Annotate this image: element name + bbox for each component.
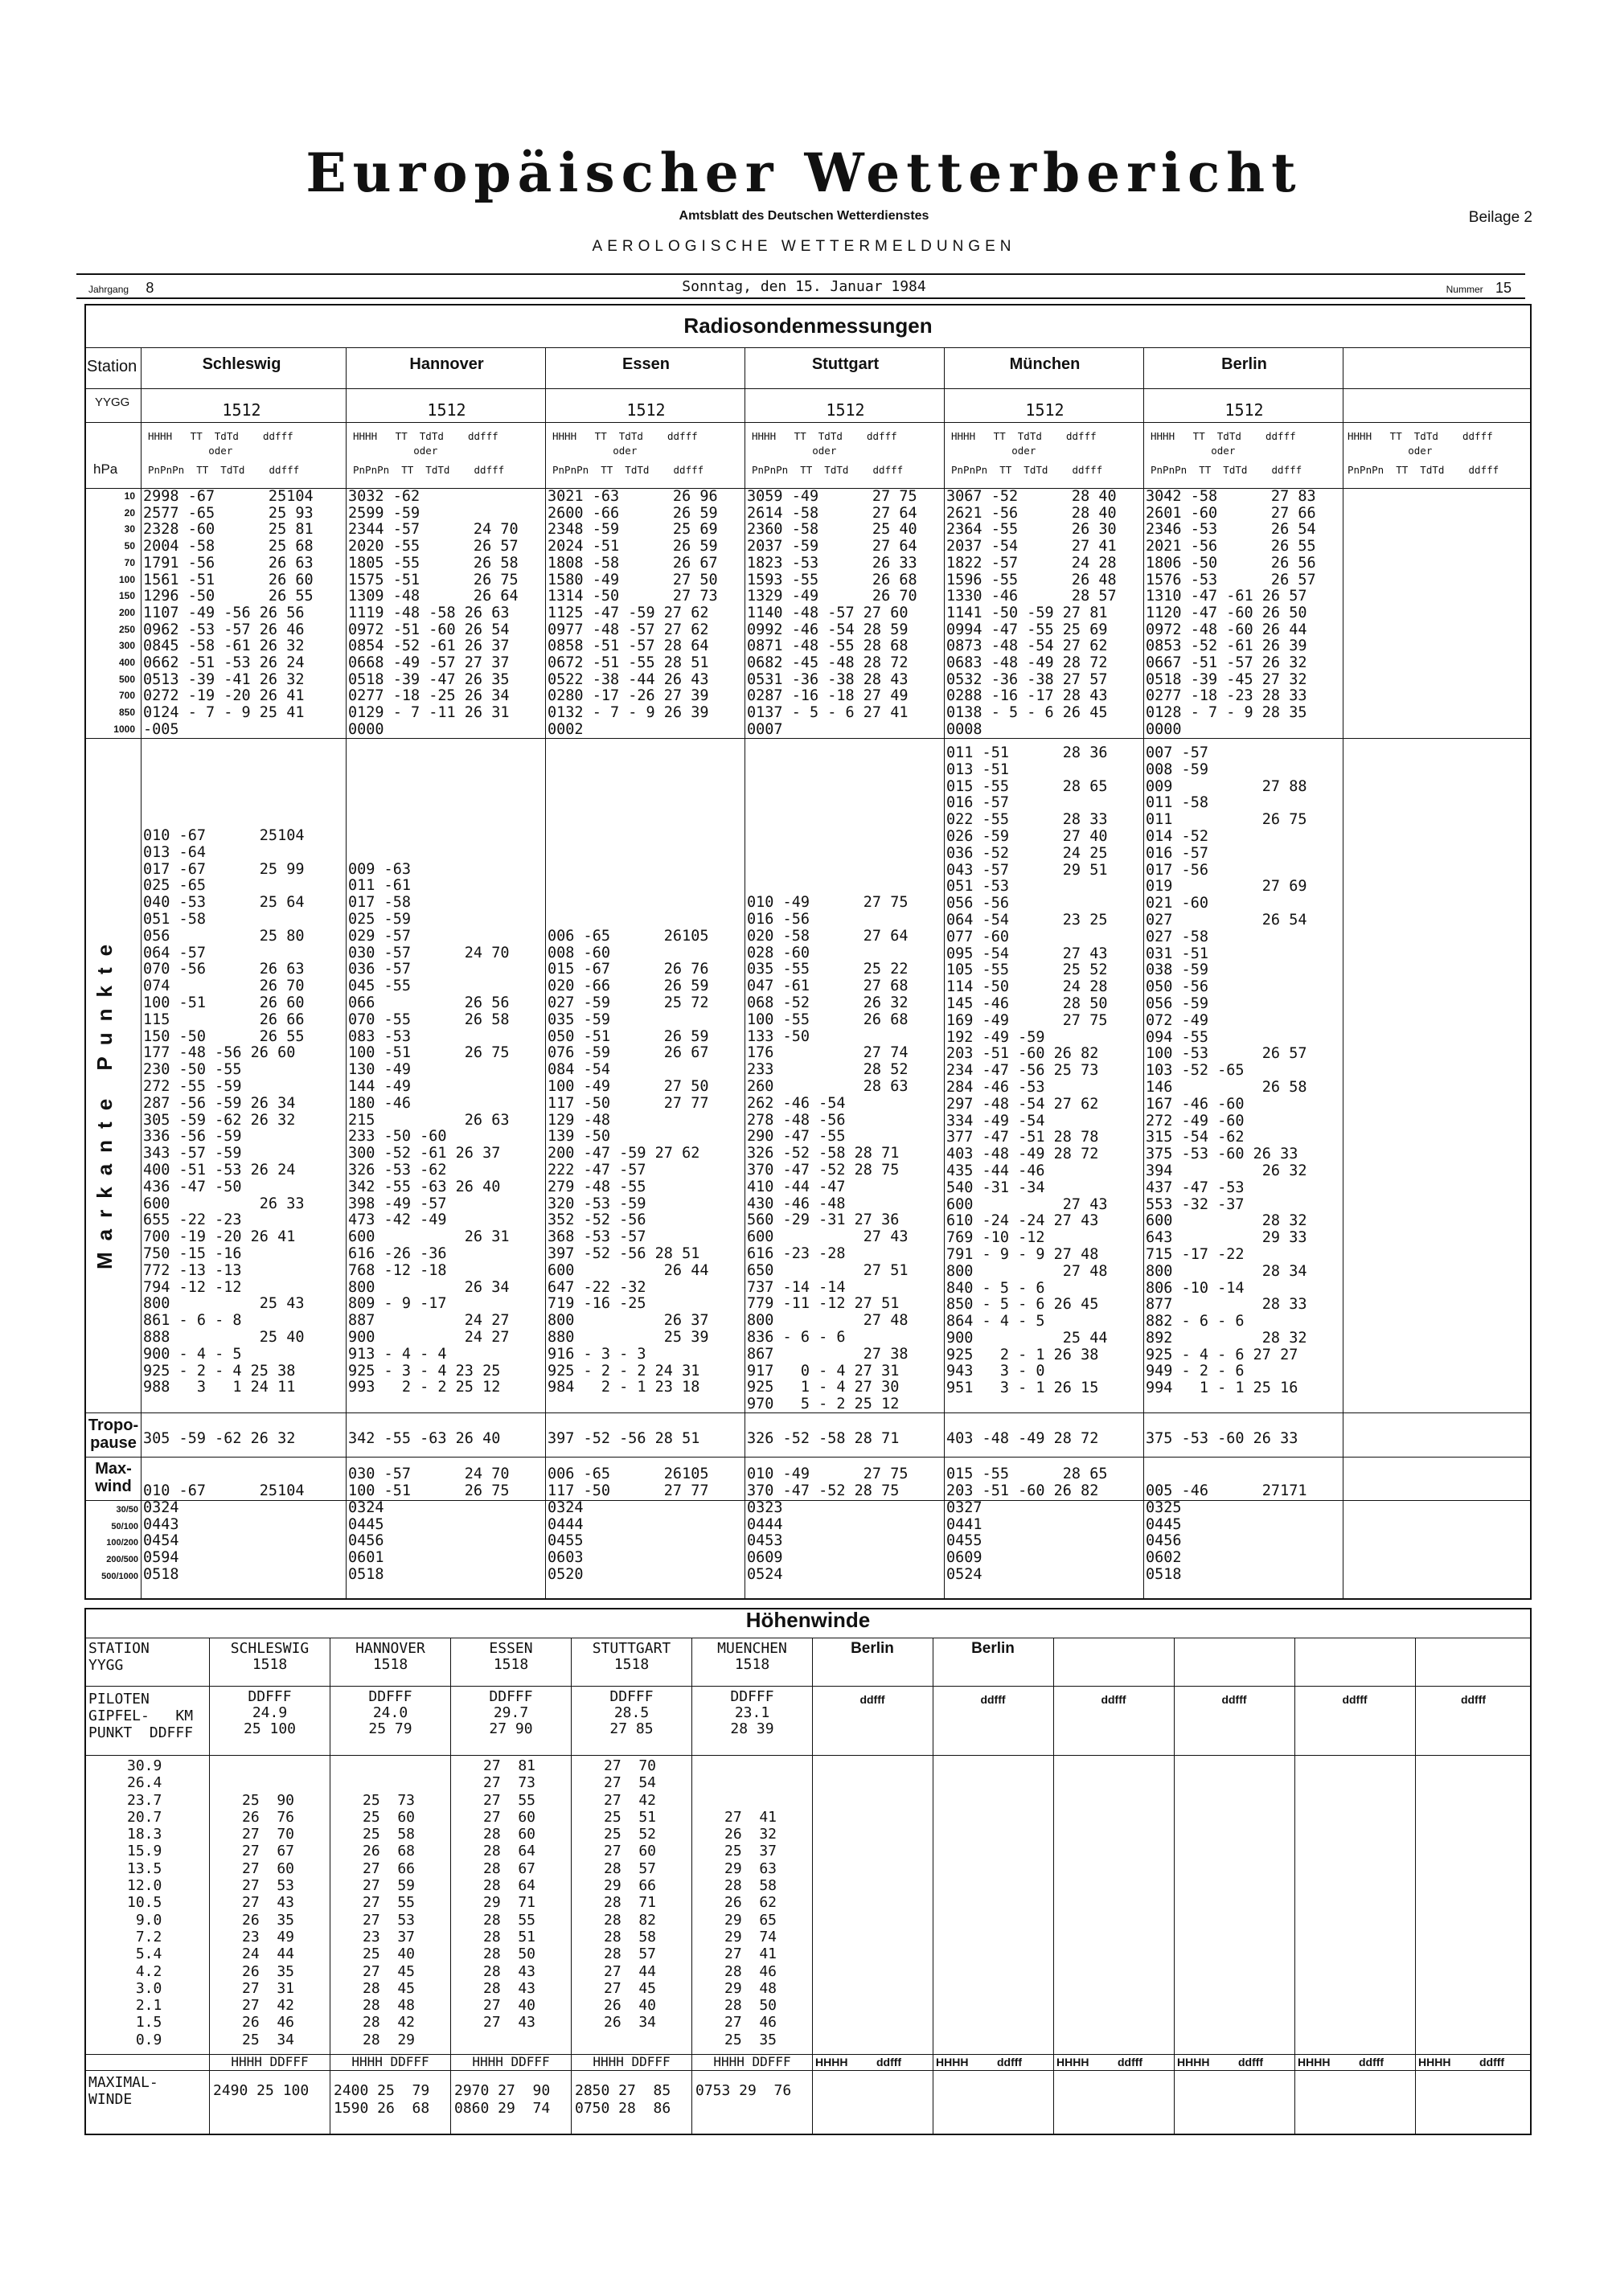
station-name: Stuttgart bbox=[811, 355, 880, 373]
thickness-labels: 30/50 50/100 100/200 200/500 500/1000 bbox=[101, 1505, 138, 1581]
max-wind: 005 -46 27171 bbox=[1146, 1482, 1307, 1499]
hhhh-header: HHHH bbox=[1298, 2056, 1331, 2068]
max-wind: 010 -49 27 75 370 -47 -52 28 75 bbox=[747, 1466, 909, 1499]
hoehen-station-name: ESSEN bbox=[489, 1640, 533, 1657]
hoehen-station-name: MUENCHEN bbox=[717, 1640, 787, 1657]
col-divider bbox=[209, 1638, 210, 2135]
hoehen-winds: 25 90 26 76 27 70 27 67 27 60 27 53 27 43 26 35 23 49 24 44 26 35 27 31 27 42 26 46 25 34 bbox=[242, 1791, 295, 2048]
thickness-values: 0323 0444 0453 0609 0524 bbox=[747, 1499, 783, 1583]
hoehen-winds: 25 73 25 60 25 58 26 68 27 66 27 59 27 55 27 53 23 37 25 40 27 45 28 45 28 48 28 42 28 29 bbox=[363, 1791, 416, 2048]
standard-levels: 2998 -67 25104 2577 -65 25 93 2328 -60 25 81 2004 -58 25 68 1791 -56 26 63 1561 -51 26 60 1296 -50 26 55 1107 -49 -56 26 56 0962 -53 -57 26 46 0845 -58 -61 26 32 0662 -51 -53 26 24 0513 -39 -41 26 32 0272 -19 -20 26 41 0124 - 7 - 9 25 41 -005 bbox=[143, 488, 314, 738]
column-header-1: HHHH TT TdTd ddfff bbox=[1151, 430, 1296, 442]
column-header-3: PnPnPn TT TdTd ddfff bbox=[1151, 464, 1302, 476]
hoehen-winds: 27 41 26 32 25 37 29 63 28 58 26 62 29 65 29 74 27 41 28 46 29 48 28 50 27 46 25 35 bbox=[724, 1808, 777, 2048]
station-name: Schleswig bbox=[202, 355, 281, 373]
max-wind: 010 -67 25104 bbox=[143, 1482, 305, 1499]
col-divider bbox=[691, 1638, 692, 2135]
thickness-values: 0325 0445 0456 0602 0518 bbox=[1146, 1499, 1182, 1583]
hoehen-punkt: 25 79 bbox=[368, 1720, 412, 1737]
hoehen-station-name: SCHLESWIG bbox=[230, 1640, 310, 1657]
hoehen-max-header: HHHH DDFFF bbox=[231, 2054, 309, 2069]
station-name: München bbox=[1009, 355, 1081, 373]
extra-station-berlin-2: Berlin bbox=[971, 1640, 1015, 1657]
tropopause: 375 -53 -60 26 33 bbox=[1146, 1430, 1298, 1447]
column-header-2: oder bbox=[552, 445, 638, 457]
station-yygg: 1512 bbox=[1025, 400, 1064, 420]
hoehen-gipfel: 29.7 bbox=[493, 1704, 529, 1721]
hpa-label: hPa bbox=[93, 461, 118, 477]
col-divider bbox=[571, 1638, 572, 2135]
ddfff-header: ddfff bbox=[1342, 1693, 1368, 1706]
hoehen-max-header: HHHH DDFFF bbox=[593, 2054, 671, 2069]
page-title: Europäischer Wetterbericht bbox=[306, 141, 1302, 204]
column-header-2: oder bbox=[353, 445, 438, 457]
col-divider bbox=[1143, 347, 1144, 1600]
significant-points: 007 -57 008 -59 009 27 88 011 -58 011 26 75 014 -52 016 -57 017 -56 019 27 69 021 -60 027 26 54 027 -58 031 -51 038 -59 050 -56 056 -59 072 -49 094 -55 100 -53 26 57 103 -52 -65 146 26 58 167 -46 -60 272 -49 -60 315 -54 -62 375 -53 -60 26 33 394 26 32 437 -47 -53 553 -32 -37 600 28 32 643 29 33 715 -17 -22 800 28 34 806 -10 -14 877 28 33 882 - 6 - 6 892 28 32 925 - 4 - 6 27 27 949 - 2 - 6 994 1 - 1 25 16 bbox=[1146, 744, 1307, 1397]
significant-points: 011 -51 28 36 013 -51 015 -55 28 65 016 -57 022 -55 28 33 026 -59 27 40 036 -52 24 25 043 -57 29 51 051 -53 056 -56 064 -54 23 25 077 -60 095 -54 27 43 105 -55 25 52 114 -50 24 28 145 -46 28 50 169 -49 27 75 192 -49 -59 203 -51 -60 26 82 234 -47 -56 25 73 284 -46 -53 297 -48 -54 27 62 334 -49 -54 377 -47 -51 28 78 403 -48 -49 28 72 435 -44 -46 540 -31 -34 600 27 43 610 -24 -24 27 43 769 -10 -12 791 - 9 - 9 27 48 800 27 48 840 - 5 - 6 850 - 5 - 6 26 45 864 - 4 - 5 900 25 44 925 2 - 1 26 38 943 3 - 0 951 3 - 1 26 15 bbox=[946, 744, 1108, 1397]
column-header-3: PnPnPn TT TdTd ddfff bbox=[353, 464, 505, 476]
col-divider bbox=[812, 1638, 813, 2135]
max-wind: 006 -65 26105 117 -50 27 77 bbox=[548, 1466, 709, 1499]
column-header-3: PnPnPn TT TdTd ddfff bbox=[148, 464, 300, 476]
rule bbox=[84, 1686, 1532, 1687]
section-title: AEROLOGISCHE WETTERMELDUNGEN bbox=[592, 238, 1016, 255]
hoehen-station-yygg: 1518 bbox=[734, 1656, 770, 1673]
hoehen-gipfel: 24.9 bbox=[252, 1704, 288, 1721]
hoehen-max-values: 0753 29 76 bbox=[695, 2082, 792, 2099]
hoehen-winds: 27 81 27 73 27 55 27 60 28 60 28 64 28 67 28 64 29 71 28 55 28 51 28 50 28 43 28 43 27 40 27 43 bbox=[483, 1757, 536, 2032]
hoehen-station-name: STUTTGART bbox=[592, 1640, 671, 1657]
ddfff-header: ddfff bbox=[1118, 2056, 1143, 2068]
rule bbox=[84, 388, 1532, 389]
km-levels: 30.9 26.4 23.7 20.7 18.3 15.9 13.5 12.0 10.5 9.0 7.2 5.4 4.2 3.0 2.1 1.5 0.9 bbox=[127, 1757, 162, 2048]
ddfff-header: ddfff bbox=[980, 1693, 1006, 1706]
hoehen-ddfff: DDFFF bbox=[368, 1688, 412, 1705]
tropopause: 342 -55 -63 26 40 bbox=[348, 1430, 501, 1447]
station-yygg: 1512 bbox=[826, 400, 865, 420]
col-divider bbox=[1053, 1638, 1054, 2135]
station-name: Berlin bbox=[1221, 355, 1267, 373]
tropopause: 326 -52 -58 28 71 bbox=[747, 1430, 900, 1447]
hoehen-station-name: HANNOVER bbox=[355, 1640, 425, 1657]
nummer-value: 15 bbox=[1495, 280, 1512, 296]
extra-station-berlin-1: Berlin bbox=[851, 1640, 894, 1657]
column-header-1: HHHH TT TdTd ddfff bbox=[148, 430, 293, 442]
column-header-1: HHHH TT TdTd ddfff bbox=[951, 430, 1097, 442]
column-header-3: PnPnPn TT TdTd ddfff bbox=[951, 464, 1103, 476]
hhhh-header: HHHH bbox=[1418, 2056, 1451, 2068]
hoehen-punkt: 27 90 bbox=[489, 1720, 533, 1737]
hhhh-header: HHHH bbox=[1056, 2056, 1089, 2068]
hoehen-station-yygg: 1518 bbox=[613, 1656, 650, 1673]
tropopause-label: Tropo- pause bbox=[88, 1417, 139, 1452]
significant-points: 006 -65 26105 008 -60 015 -67 26 76 020 -66 26 59 027 -59 25 72 035 -59 050 -51 26 59 076 -59 26 67 084 -54 100 -49 27 50 117 -50 27 77 129 -48 139 -50 200 -47 -59 27 62 222 -47 -57 279 -48 -55 320 -53 -59 352 -52 -56 368 -53 -57 397 -52 -56 28 51 600 26 44 647 -22 -32 719 -16 -25 800 26 37 880 25 39 916 - 3 - 3 925 - 2 - 2 24 31 984 2 - 1 23 18 bbox=[548, 927, 709, 1396]
hoehen-max-values: 2850 27 85 0750 28 86 bbox=[575, 2082, 671, 2117]
beilage-label: Beilage 2 bbox=[1468, 209, 1532, 226]
thickness-values: 0327 0441 0455 0609 0524 bbox=[946, 1499, 982, 1583]
column-header-1: HHHH TT TdTd ddfff bbox=[552, 430, 698, 442]
col-divider bbox=[545, 347, 546, 1600]
header-rule bbox=[76, 273, 1525, 275]
standard-levels: 3042 -58 27 83 2601 -60 27 66 2346 -53 26 54 2021 -56 26 55 1806 -50 26 56 1576 -53 26 57 1310 -47 -61 26 57 1120 -47 -60 26 50 0972 -48 -60 26 44 0853 -52 -61 26 39 0667 -51 -57 26 32 0518 -39 -45 27 32 0277 -18 -23 28 33 0128 - 7 - 9 28 35 0000 bbox=[1146, 488, 1316, 738]
col-divider bbox=[141, 347, 142, 1600]
maxwind-label: Max- wind bbox=[95, 1460, 132, 1495]
jahrgang-label: Jahrgang 8 bbox=[88, 280, 154, 296]
standard-levels: 3059 -49 27 75 2614 -58 27 64 2360 -58 25 40 2037 -59 27 64 1823 -53 26 33 1593 -55 26 68 1329 -49 26 70 1140 -48 -57 27 60 0992 -46 -54 28 59 0871 -48 -55 28 68 0682 -45 -48 28 72 0531 -36 -38 28 43 0287 -16 -18 27 49 0137 - 5 - 6 27 41 0007 bbox=[747, 488, 917, 738]
rule bbox=[84, 422, 1532, 423]
column-header-3: PnPnPn TT TdTd ddfff bbox=[752, 464, 904, 476]
yygg-label: YYGG bbox=[95, 396, 130, 409]
column-header-1: HHHH TT TdTd ddfff bbox=[353, 430, 498, 442]
hoehen-gipfel: 24.0 bbox=[372, 1704, 408, 1721]
radiosonden-title: Radiosondenmessungen bbox=[683, 314, 933, 338]
subtitle: Amtsblatt des Deutschen Wetterdienstes bbox=[679, 209, 929, 223]
column-header-2: oder bbox=[951, 445, 1036, 457]
rule bbox=[84, 1457, 1532, 1458]
column-header-1: HHHH TT TdTd ddfff bbox=[752, 430, 897, 442]
issue-date: Sonntag, den 15. Januar 1984 bbox=[682, 278, 926, 295]
rule bbox=[84, 1755, 1532, 1756]
hoehen-ddfff: DDFFF bbox=[489, 1688, 533, 1705]
max-wind: 015 -55 28 65 203 -51 -60 26 82 bbox=[946, 1466, 1108, 1499]
nummer-label: Nummer 15 bbox=[1446, 280, 1512, 296]
maximal-winde-label: MAXIMAL- WINDE bbox=[88, 2074, 158, 2108]
ddfff-header: ddfff bbox=[1238, 2056, 1264, 2068]
significant-points: 010 -67 25104 013 -64 017 -67 25 99 025 -65 040 -53 25 64 051 -58 056 25 80 064 -57 070 -56 26 63 074 26 70 100 -51 26 60 115 26 66 150 -50 26 55 177 -48 -56 26 60 230 -50 -55 272 -55 -59 287 -56 -59 26 34 305 -59 -62 26 32 336 -56 -59 343 -57 -59 400 -51 -53 26 24 436 -47 -50 600 26 33 655 -22 -23 700 -19 -20 26 41 750 -15 -16 772 -13 -13 794 -12 -12 800 25 43 861 - 6 - 8 888 25 40 900 - 4 - 5 925 - 2 - 4 25 38 988 3 1 24 11 bbox=[143, 827, 305, 1396]
hoehen-ddfff: DDFFF bbox=[609, 1688, 654, 1705]
hoehen-ddfff: DDFFF bbox=[248, 1688, 292, 1705]
hhhh-header: HHHH bbox=[1177, 2056, 1210, 2068]
hoehenwinde-title: Höhenwinde bbox=[745, 1608, 871, 1632]
hoehen-station-yygg: 1518 bbox=[493, 1656, 529, 1673]
thickness-values: 0324 0443 0454 0594 0518 bbox=[143, 1499, 179, 1583]
ddfff-header: ddfff bbox=[859, 1693, 885, 1706]
hoehen-max-values: 2490 25 100 bbox=[213, 2082, 310, 2099]
tropopause: 305 -59 -62 26 32 bbox=[143, 1430, 296, 1447]
hoehen-max-values: 2970 27 90 0860 29 74 bbox=[454, 2082, 551, 2117]
ddfff-header: ddfff bbox=[1221, 1693, 1247, 1706]
col-divider bbox=[1174, 1638, 1175, 2135]
column-header-2: oder bbox=[1348, 445, 1433, 457]
hoehen-punkt: 28 39 bbox=[730, 1720, 774, 1737]
ddfff-header: ddfff bbox=[1479, 2056, 1505, 2068]
hhhh-header: HHHH bbox=[815, 2056, 848, 2068]
station-name: Essen bbox=[622, 355, 670, 373]
column-header-2: oder bbox=[752, 445, 837, 457]
col-divider bbox=[1294, 1638, 1295, 2135]
col-divider bbox=[944, 347, 945, 1600]
ddfff-header: ddfff bbox=[876, 2056, 902, 2068]
rule bbox=[84, 1500, 1532, 1501]
station-yygg: 1512 bbox=[1224, 400, 1264, 420]
hoehen-gipfel: 28.5 bbox=[613, 1704, 650, 1721]
col-divider bbox=[346, 347, 347, 1600]
thickness-values: 0324 0444 0455 0603 0520 bbox=[548, 1499, 584, 1583]
significant-points: 009 -63 011 -61 017 -58 025 -59 029 -57 030 -57 24 70 036 -57 045 -55 066 26 56 070 -55 26 58 083 -53 100 -51 26 75 130 -49 144 -49 180 -46 215 26 63 233 -50 -60 300 -52 -61 26 37 326 -53 -62 342 -55 -63 26 40 398 -49 -57 473 -42 -49 600 26 31 616 -26 -36 768 -12 -18 800 26 34 809 - 9 -17 887 24 27 900 24 27 913 - 4 - 4 925 - 3 - 4 23 25 993 2 - 2 25 12 bbox=[348, 860, 510, 1396]
station-yygg: 1512 bbox=[222, 400, 261, 420]
thickness-values: 0324 0445 0456 0601 0518 bbox=[348, 1499, 384, 1583]
hoehen-punkt: 27 85 bbox=[609, 1720, 654, 1737]
hoehen-station-yygg: 1518 bbox=[252, 1656, 288, 1673]
tropopause: 397 -52 -56 28 51 bbox=[548, 1430, 700, 1447]
hoehen-max-values: 2400 25 79 1590 26 68 bbox=[334, 2082, 430, 2117]
hoehen-max-header: HHHH DDFFF bbox=[351, 2054, 429, 2069]
markante-label: Markante Punkte bbox=[92, 933, 117, 1270]
column-header-2: oder bbox=[148, 445, 233, 457]
column-header-2: oder bbox=[1151, 445, 1236, 457]
rule bbox=[84, 347, 1532, 348]
hoehen-max-header: HHHH DDFFF bbox=[472, 2054, 550, 2069]
jahrgang-value: 8 bbox=[146, 280, 154, 296]
significant-points: 010 -49 27 75 016 -56 020 -58 27 64 028 -60 035 -55 25 22 047 -61 27 68 068 -52 26 32 100 -55 26 68 133 -50 176 27 74 233 28 52 260 28 63 262 -46 -54 278 -48 -56 290 -47 -55 326 -52 -58 28 71 370 -47 -52 28 75 410 -44 -47 430 -46 -48 560 -29 -31 27 36 600 27 43 616 -23 -28 650 27 51 737 -14 -14 779 -11 -12 27 51 800 27 48 836 - 6 - 6 867 27 38 917 0 - 4 27 31 925 1 - 4 27 30 970 5 - 2 25 12 bbox=[747, 894, 909, 1413]
hoehen-ddfff: DDFFF bbox=[730, 1688, 774, 1705]
ddfff-header: ddfff bbox=[997, 2056, 1023, 2068]
hoehen-station-yygg: 1518 bbox=[372, 1656, 408, 1673]
tropopause: 403 -48 -49 28 72 bbox=[946, 1430, 1099, 1447]
station-yygg: 1512 bbox=[626, 400, 666, 420]
standard-levels: 3032 -62 2599 -59 2344 -57 24 70 2020 -55 26 57 1805 -55 26 58 1575 -51 26 75 1309 -48 26 64 1119 -48 -58 26 63 0972 -51 -60 26 54 0854 -52 -61 26 37 0668 -49 -57 27 37 0518 -39 -47 26 35 0277 -18 -25 26 34 0129 - 7 -11 26 31 0000 bbox=[348, 488, 519, 738]
hoehen-left-labels: STATION YYGG PILOTEN GIPFEL- KM PUNKT DDFFF bbox=[88, 1640, 194, 1741]
ddfff-header: ddfff bbox=[1460, 1693, 1487, 1706]
standard-levels: 3021 -63 26 96 2600 -66 26 59 2348 -59 25 69 2024 -51 26 59 1808 -58 26 67 1580 -49 27 50 1314 -50 27 73 1125 -47 -59 27 62 0977 -48 -57 27 62 0858 -51 -57 28 64 0672 -51 -55 28 51 0522 -38 -44 26 43 0280 -17 -26 27 39 0132 - 7 - 9 26 39 0002 bbox=[548, 488, 718, 738]
column-header-3: PnPnPn TT TdTd ddfff bbox=[1348, 464, 1499, 476]
hoehen-winds: 27 70 27 54 27 42 25 51 25 52 27 60 28 57 29 66 28 71 28 82 28 58 28 57 27 44 27 45 26 40 26 34 bbox=[604, 1757, 657, 2032]
ddfff-header: ddfff bbox=[1359, 2056, 1384, 2068]
station-label: Station bbox=[87, 358, 137, 375]
station-name: Hannover bbox=[409, 355, 484, 373]
rule bbox=[84, 2070, 1532, 2071]
max-wind: 030 -57 24 70 100 -51 26 75 bbox=[348, 1466, 510, 1499]
column-header-3: PnPnPn TT TdTd ddfff bbox=[552, 464, 704, 476]
col-divider bbox=[450, 1638, 451, 2135]
hoehen-gipfel: 23.1 bbox=[734, 1704, 770, 1721]
hoehen-max-header: HHHH DDFFF bbox=[713, 2054, 791, 2069]
column-header-1: HHHH TT TdTd ddfff bbox=[1348, 430, 1493, 442]
hpa-levels: 10 20 30 50 70 100 150 200 250 300 400 500 700 850 1000 bbox=[113, 490, 135, 735]
ddfff-header: ddfff bbox=[1101, 1693, 1126, 1706]
hoehen-punkt: 25 100 bbox=[243, 1720, 297, 1737]
header-rule-bottom bbox=[76, 297, 1525, 299]
standard-levels: 3067 -52 28 40 2621 -56 28 40 2364 -55 26 30 2037 -54 27 41 1822 -57 24 28 1596 -55 26 48 1330 -46 28 57 1141 -50 -59 27 81 0994 -47 -55 25 69 0873 -48 -54 27 62 0683 -48 -49 28 72 0532 -36 -38 27 57 0288 -16 -17 28 43 0138 - 5 - 6 26 45 0008 bbox=[946, 488, 1117, 738]
station-yygg: 1512 bbox=[427, 400, 466, 420]
hhhh-header: HHHH bbox=[936, 2056, 969, 2068]
col-divider bbox=[1415, 1638, 1416, 2135]
